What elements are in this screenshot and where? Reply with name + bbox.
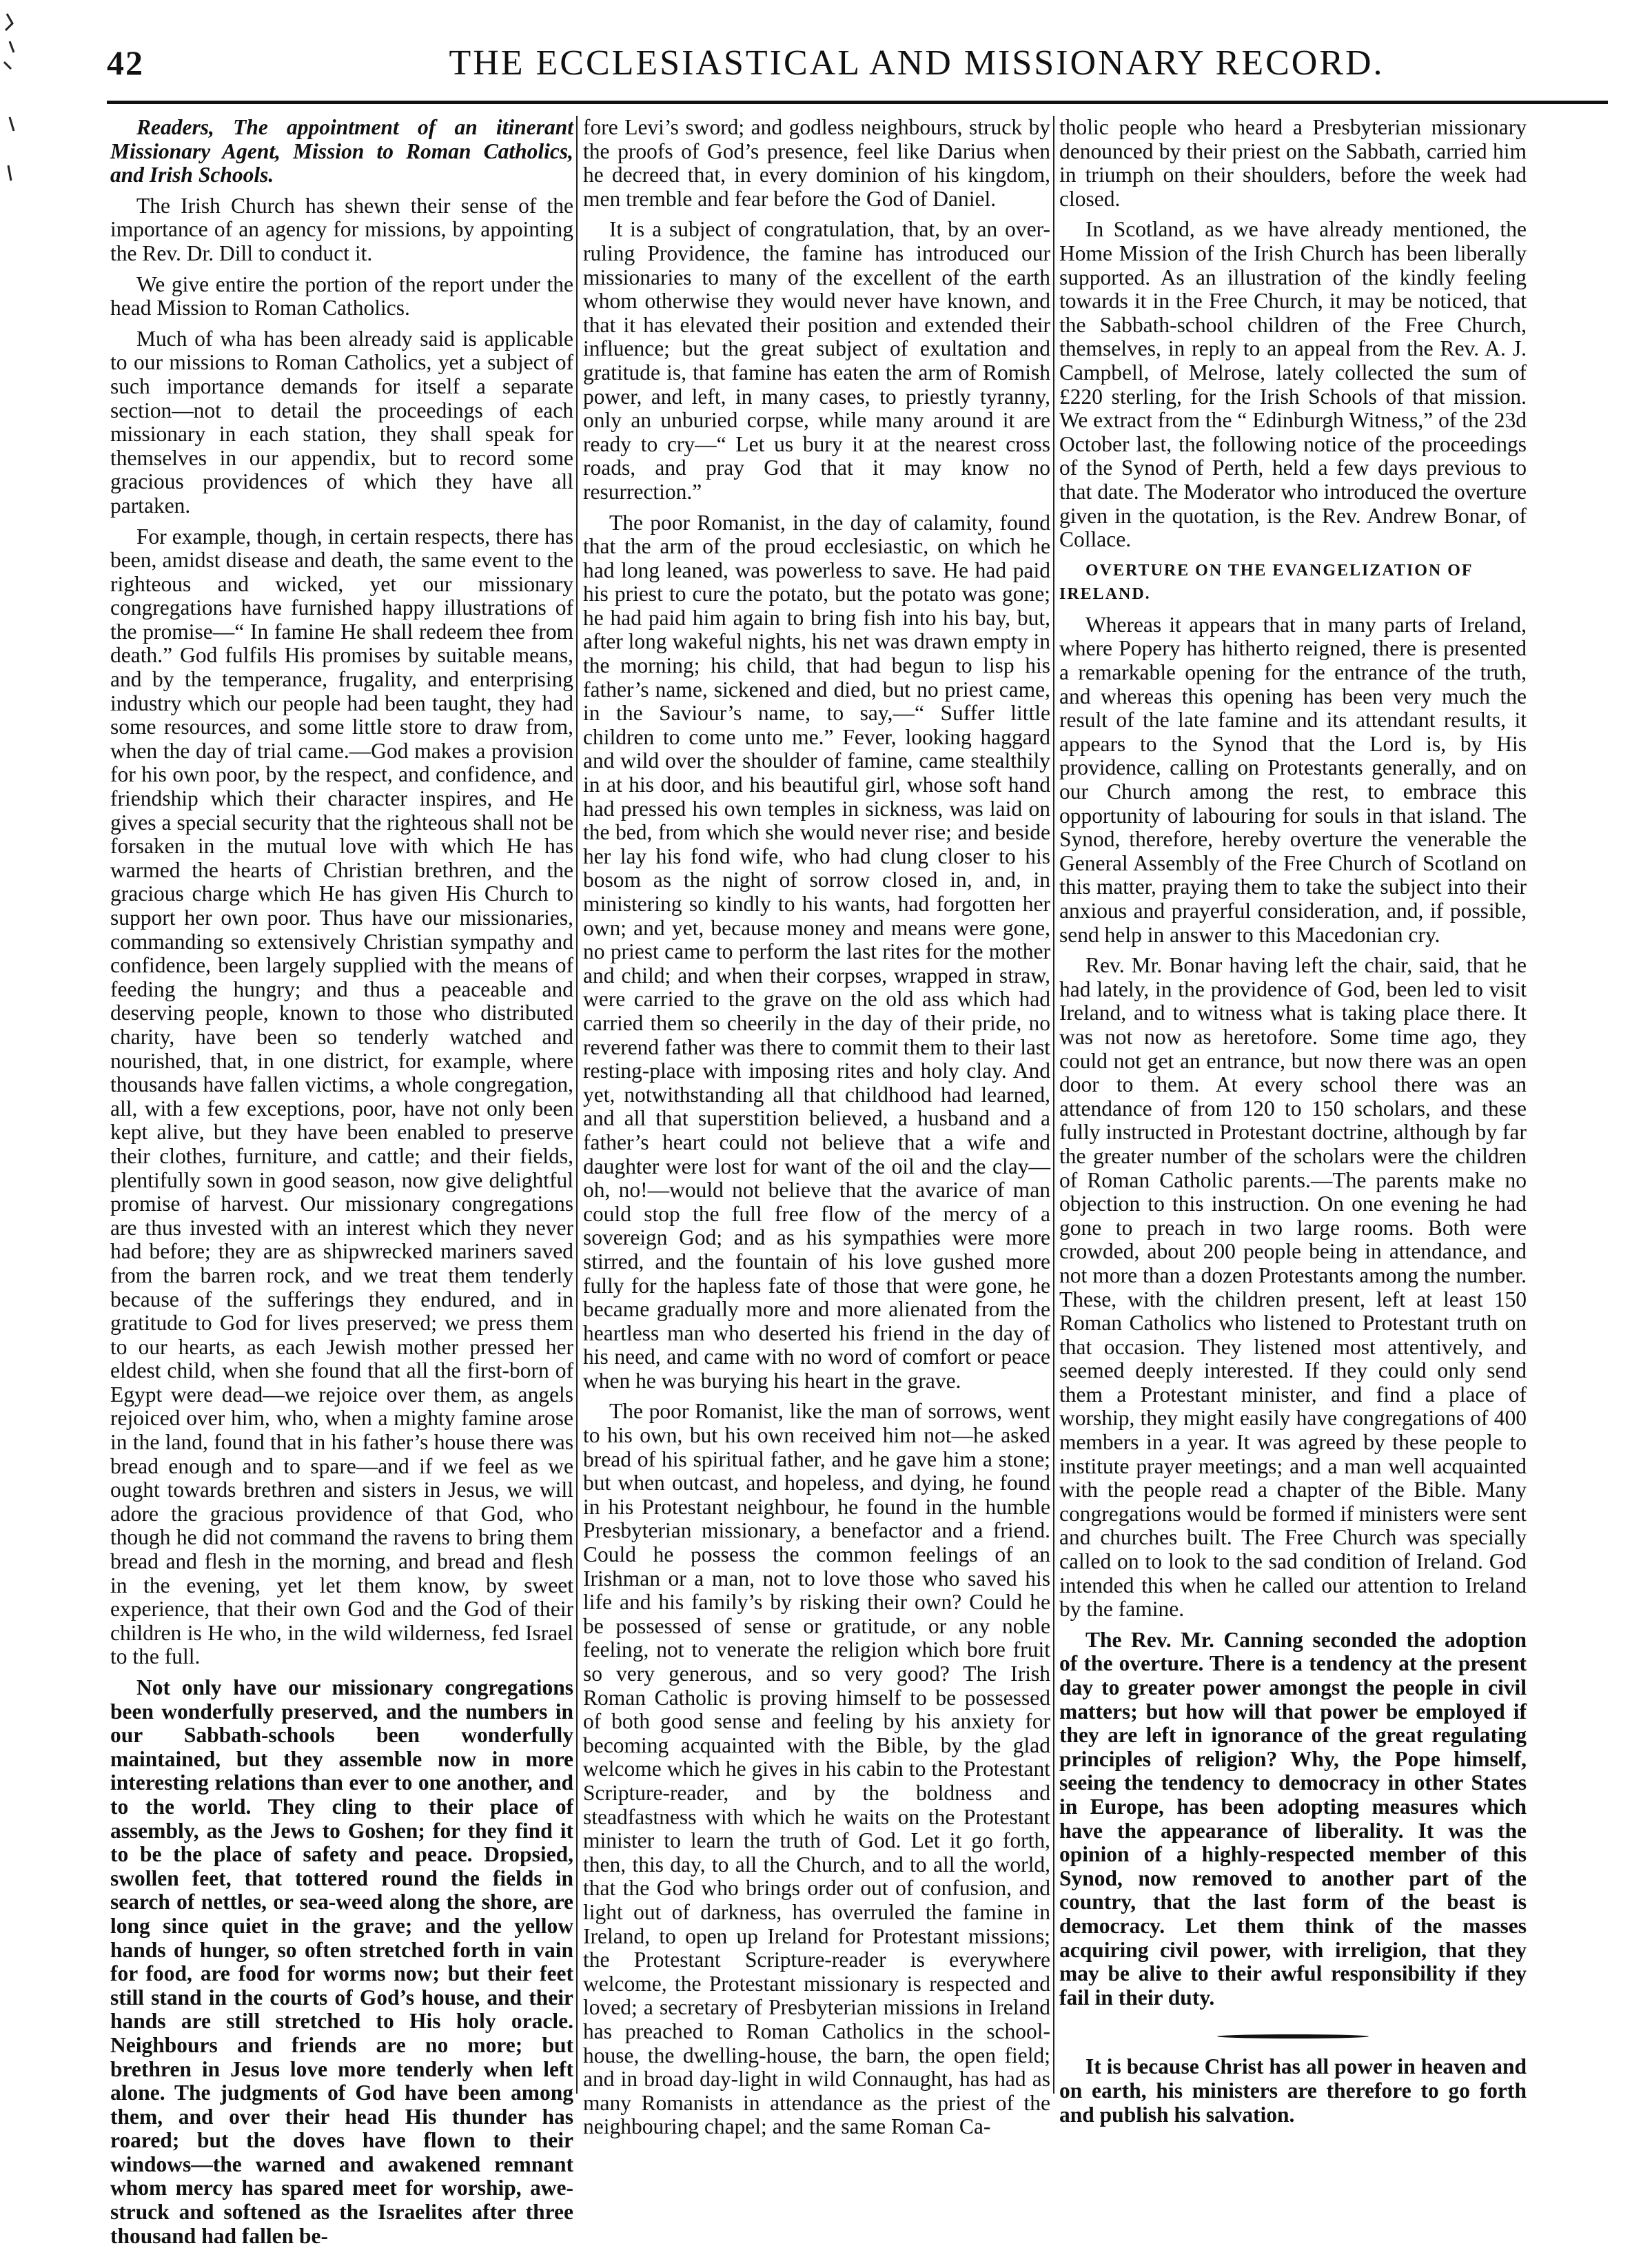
- paragraph: It is a subject of congratulation, that, by an over-ruling Providence, the famine has introduced our missionaries to many of the excellent of the earth whom otherwise they would never have known, and that it has elevated their position and extended their influence; but the great subject of exultation and gratitude is, that famine has eaten the arm of Romish power, and left, in many cases, to priestly tyranny, only an unburied corpse, while many around it are ready to cry—“ Let us bury it at the nearest cross roads, and pray God that it may know no resurrection.”: [583, 217, 1050, 504]
- running-title: THE ECCLESIASTICAL AND MISSIONARY RECORD.: [449, 43, 1385, 83]
- paragraph: Whereas it appears that in many parts of Ireland, where Popery has hitherto reigned, there is presented a remarkable opening for the entrance of the truth, and whereas this opening has been very much the result of the late famine and its attendant results, it appears to the Synod that the Lord is, by His providence, calling on Protestants generally, and on our Church among the rest, to embrace this opportunity of labouring for souls in that island. The Synod, therefore, hereby overture the venerable the General Assembly of the Free Church of Scotland on this matter, praying them to take the subject into their anxious and prayerful consideration, and, if possible, send help in answer to this Macedonian cry.: [1059, 612, 1527, 947]
- column-3: [1059, 115, 1527, 2127]
- page-number: 42: [107, 43, 144, 82]
- column-divider: [576, 116, 578, 2094]
- margin-ink-marks: [0, 0, 25, 207]
- paragraph: fore Levi’s sword; and godless neighbours, struck by the proofs of God’s presence, feel like Darius when he decreed that, in every dominion of his kingdom, men tremble and fear before the God of Daniel.: [583, 115, 1050, 211]
- paragraph: The poor Romanist, in the day of calamity, found that the arm of the proud ecclesiastic, on which he had long leaned, was powerless to save. He had paid his priest to cure the potato, but the potato was gone; he had paid him again to bring fish into his bay, but, after long wakeful nights, his net was drawn empty in the morning; his child, that had begun to lisp his father’s name, sickened and died, but no priest came, in the Saviour’s name, to say,—“ Suffer little children to come unto me.” Fever, looking haggard and wild over the shoulder of famine, came stealthily in at his door, and his beautiful girl, whose soft hand had pressed his own temples in sickness, was laid on the bed, from which she would never rise; and beside her lay his fond wife, who had clung closer to his bosom as the night of sorrow closed in, and, in ministering so kindly to his wants, had forgotten her own; and yet, because money and means were gone, no priest came to perform the last rites for the mother and child; and when their corpses, wrapped in straw, were carried to the grave on the old ass which had carried them so cheerily in the day of their pride, no reverend father was there to commit them to their last resting-place with imposing rites and holy clay. And yet, notwithstanding all that childhood had learned, and all that superstition believed, a husband and a father’s heart could not believe that a wife and daughter were lost for want of the oil and the clay—oh, no!—would not believe that the avarice of man could stop the full free flow of the mercy of a sovereign God; and as his sympathies were more stirred, and the fountain of his love gushed more fully for the hapless fate of those that were gone, he became gradually more and more alienated from the heartless man who deserted his friend in the day of his need, and came with no word of comfort or peace when he was burying his heart in the grave.: [583, 510, 1050, 1393]
- column-1: [110, 115, 573, 2248]
- paragraph: We give entire the portion of the report under the head Mission to Roman Catholics.: [110, 272, 573, 320]
- paragraph: For example, though, in certain respects, there has been, amidst disease and death, the same event to the righteous and wicked, yet our missionary congregations have furnished happy illustrations of the promise—“ In famine He shall redeem thee from death.” God fulfils His promises by suitable means, and by the temperance, frugality, and enterprising industry which our people had been taught, they had some resources, and some little store to draw from, when the day of trial came.—God makes a provision for his own poor, by the respect, and confidence, and friendship which their character inspires, and He gives a special security that the righteous shall not be forsaken in the mutual love with which He has warmed the hearts of Christian brethren, and the gracious charge which He has given His Church to support her own poor. Thus have our missionaries, commanding so extensively Christian sympathy and confidence, been largely supplied with the means of feeding the hungry; and thus a peaceable and deserving people, known to those who distributed charity, have been so tenderly watched and nourished, that, in one district, for example, where thousands have fallen victims, a whole congregation, all, with a few exceptions, poor, have not only been kept alive, but they have been enabled to preserve their clothes, furniture, and cattle; and their fields, plentifully sown in good season, now give delightful promise of harvest. Our missionary congregations are thus invested with an interest which they never had before; they are as shipwrecked mariners saved from the barren rock, and we treat them tenderly because of the sufferings they endured, and in gratitude to God for lives preserved; we press them to our hearts, as each Jewish mother pressed her eldest child, when she found that all the first-born of Egypt were dead—we rejoice over them, as angels rejoiced over him, who, when a mighty famine arose in the land, found that in his father’s house there was bread enough and to spare—and if we feel as we ought towards brethren and sisters in Jesus, we will adore the gracious providence of that God, who though he did not command the ravens to bring them bread and flesh in the morning, and bread and flesh in the evening, yet let them know, by sweet experience, that their own God and the God of their children is He who, in the wild wilderness, fed Israel to the full.: [110, 524, 573, 1669]
- paragraph: Rev. Mr. Bonar having left the chair, said, that he had lately, in the providence of God, been led to visit Ireland, and to witness what is taking place there. It was not now as heretofore. Some time ago, they could not get an entrance, but now there was an open door to them. At every school there was an attendance of from 120 to 150 scholars, and these fully instructed in Protestant doctrine, although by far the greater number of the scholars were the children of Roman Catholic parents.—The parents make no objection to this instruction. On one evening he had gone to preach in two large rooms. Both were crowded, about 200 people being in attendance, and not more than a dozen Protestants among the number. These, with the children present, left at least 150 Roman Catholics who listened to Protestant truth on that occasion. They listened most attentively, and seemed deeply interested. If they could only send them a Protestant minister, and find a place of worship, they might easily have congregations of 400 members in a year. It was agreed by these people to institute prayer meetings; and a man well acquainted with the people read a chapter of the Bible. Many congregations would be formed if ministers were sent and churches built. The Free Church was specially called on to look to the sad condition of Ireland. God intended this when he called our attention to Ireland by the famine.: [1059, 953, 1527, 1622]
- section-subheading: OVERTURE ON THE EVANGELIZATION OF IRELAND.: [1059, 561, 1473, 604]
- paragraph: Much of wha has been already said is applicable to our missions to Roman Catholics, yet a subject of such importance demands for itself a separate section—not to detail the proceedings of each missionary in each station, they shall speak for themselves in our appendix, but to record some gracious providences of which they have all partaken.: [110, 326, 573, 518]
- paragraph: Not only have our missionary congregations been wonderfully preserved, and the numbers in our Sabbath-schools been wonderfully maintained, but they assemble now in more interesting relations than ever to one another, and to the world. They cling to their place of assembly, as the Jews to Goshen; for they find it to be the place of safety and peace. Dropsied, swollen feet, that tottered round the fields in search of nettles, or sea-weed along the shore, are long since quiet in the grave; and the yellow hands of hunger, so often stretched forth in vain for food, are food for worms now; but their feet still stand in the courts of God’s house, and their hands are still stretched to His holy oracle. Neighbours and friends are no more; but brethren in Jesus love more tenderly when left alone. The judgments of God have been among them, and over their head His thunder has roared; but the doves have flown to their windows—the warned and awakened remnant whom mercy has spared meet for worship, awe-struck and softened as the Israelites after three thousand had fallen be-: [110, 1675, 573, 2248]
- lead-heading: Readers, The appointment of an itinerant Missionary Agent, Mission to Roman Catholics, and Irish Schools.: [110, 115, 573, 187]
- paragraph: tholic people who heard a Presbyterian missionary denounced by their priest on the Sabbath, carried him in triumph on their shoulders, before the week had closed.: [1059, 115, 1527, 211]
- paragraph: The poor Romanist, like the man of sorrows, went to his own, but his own received him not—he asked bread of his spiritual father, and he gave him a stone; but when outcast, and hopeless, and dying, he found in his Protestant neighbour, he found in the humble Presbyterian missionary, a benefactor and a friend. Could he possess the common feelings of an Irishman or a man, not to love those who saved his life and his family’s by risking their own? Could he be possessed of sense or gratitude, or any noble feeling, not to venerate the religion which bore fruit so very generous, and so very good? The Irish Roman Catholic is proving himself to be possessed of both good sense and feeling by his anxiety for becoming acquainted with the Bible, by the glad welcome which he gives in his cabin to the Protestant Scripture-reader, and by the boldness and steadfastness with which he waits on the Protestant minister to learn the truth of God. Let it go forth, then, this day, to all the Church, and to all the world, that the God who brings order out of confusion, and light out of darkness, has overruled the famine in Ireland, to open up Ireland for Protestant missions; the Protestant Scripture-reader is everywhere welcome, the Protestant missionary is respected and loved; a secretary of Presbyterian missions in Ireland has preached to Roman Catholics in the school-house, the dwelling-house, the barn, the open field; and in broad day-light in wild Connaught, has had as many Romanists in attendance as the priest of the neighbouring chapel; and the same Roman Ca-: [583, 1399, 1050, 2139]
- page-header: [107, 43, 1606, 91]
- column-divider: [1053, 116, 1054, 2094]
- paragraph: The Irish Church has shewn their sense of the importance of an agency for missions, by appointing the Rev. Dr. Dill to conduct it.: [110, 193, 573, 265]
- paragraph: In Scotland, as we have already mentioned, the Home Mission of the Irish Church has been liberally supported. As an illustration of the kindly feeling towards it in the Free Church, it may be noticed, that the Sabbath-school children of the Free Church, themselves, in reply to an appeal from the Rev. A. J. Campbell, of Melrose, lately collected the sum of £220 sterling, for the Irish Schools of that mission. We extract from the “ Edinburgh Witness,” of the 23d October last, the following notice of the proceedings of the Synod of Perth, held a few days previous to that date. The Moderator who introduced the overture given in the quotation, is the Rev. Andrew Bonar, of Collace.: [1059, 217, 1527, 552]
- closing-note: It is because Christ has all power in heaven and on earth, his ministers are therefore to go forth and publish his salvation.: [1059, 2054, 1527, 2127]
- column-2: [583, 115, 1050, 2139]
- paragraph: The Rev. Mr. Canning seconded the adoption of the overture. There is a tendency at the present day to greater power amongst the people in civil matters; but how will that power be employed if they are left in ignorance of the great regulating principles of religion? Why, the Pope himself, seeing the tendency to democracy in other States in Europe, has been adopting measures which have the appearance of liberality. It was the opinion of a highly-respected member of this Synod, now removed to another part of the country, that the last form of the beast is democracy. Let them think of the masses acquiring civil power, with irreligion, that they may be alive to their awful responsibility if they fail in their duty.: [1059, 1627, 1527, 2010]
- ornamental-rule: [1217, 2034, 1369, 2038]
- header-rule: [107, 101, 1608, 104]
